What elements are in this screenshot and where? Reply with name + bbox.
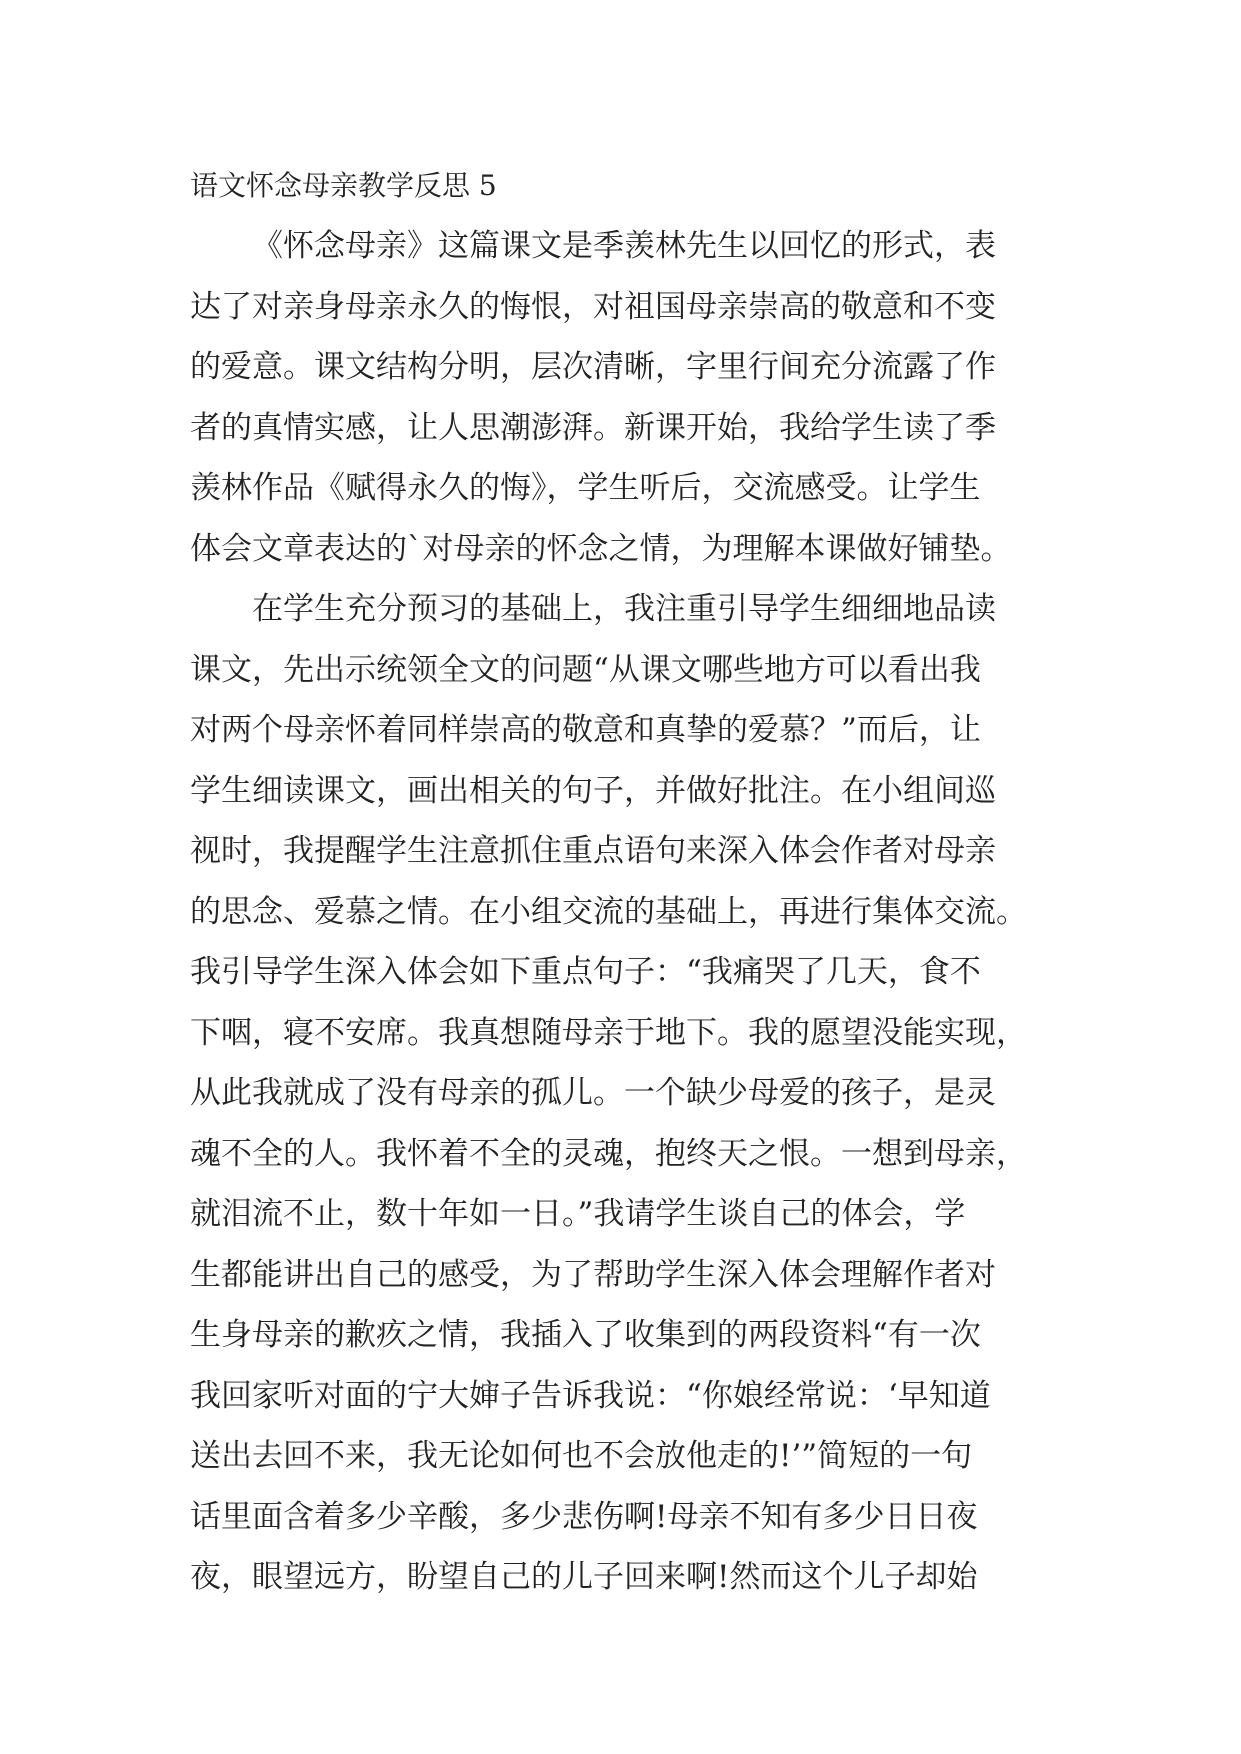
text-line: 学生细读课文，画出相关的句子，并做好批注。在小组间巡 xyxy=(190,772,996,809)
text-line: 者的真情实感，让人思潮澎湃。新课开始，我给学生读了季 xyxy=(190,409,996,446)
text-line: 视时，我提醒学生注意抓住重点语句来深入体会作者对母亲 xyxy=(190,833,996,869)
paragraph-2 xyxy=(190,579,1060,1608)
text-line: 夜，眼望远方，盼望自己的儿子回来啊!然而这个儿子却始 xyxy=(190,1559,978,1595)
text-line: 就泪流不止，数十年如一日。”我请学生谈自己的体会，学 xyxy=(190,1196,966,1232)
text-line: 生身母亲的歉疚之情，我插入了收集到的两段资料“有一次 xyxy=(190,1317,981,1353)
text-line: 下咽，寝不安席。我真想随母亲于地下。我的愿望没能实现， xyxy=(190,1014,1027,1051)
text-line: 魂不全的人。我怀着不全的灵魂，抱终天之恨。一想到母亲， xyxy=(190,1135,1027,1172)
text-line: 从此我就成了没有母亲的孤儿。一个缺少母爱的孩子，是灵 xyxy=(190,1075,996,1111)
text-line: 课文，先出示统领全文的问题“从课文哪些地方可以看出我 xyxy=(190,651,981,688)
text-line: 话里面含着多少辛酸，多少悲伤啊!母亲不知有多少日日夜 xyxy=(190,1498,978,1535)
paragraph-1 xyxy=(190,216,1060,579)
text-line: 《怀念母亲》这篇课文是季羡林先生以回忆的形式，表 xyxy=(252,228,996,264)
text-line: 的爱意。课文结构分明，层次清晰，字里行间充分流露了作 xyxy=(190,349,996,385)
text-line: 生都能讲出自己的感受，为了帮助学生深入体会理解作者对 xyxy=(190,1256,996,1293)
text-line: 对两个母亲怀着同样崇高的敬意和真挚的爱慕？”而后，让 xyxy=(190,712,981,748)
text-line: 我回家听对面的宁大婶子告诉我说：“你娘经常说：‘早知道 xyxy=(190,1377,991,1414)
text-line: 体会文章表达的`对母亲的怀念之情，为理解本课做好铺垫。 xyxy=(190,530,1012,567)
text-line: 在学生充分预习的基础上，我注重引导学生细细地品读 xyxy=(252,591,996,627)
document-title: 语文怀念母亲教学反思 5 xyxy=(190,169,497,202)
text-line: 羡林作品《赋得永久的悔》，学生听后，交流感受。让学生 xyxy=(190,470,981,506)
text-line: 送出去回不来，我无论如何也不会放他走的!’”简短的一句 xyxy=(190,1438,973,1474)
text-line: 我引导学生深入体会如下重点句子：“我痛哭了几天，食不 xyxy=(190,954,981,990)
text-line: 达了对亲身母亲永久的悔恨，对祖国母亲崇高的敬意和不变 xyxy=(190,288,996,325)
text-line: 的思念、爱慕之情。在小组交流的基础上，再进行集体交流。 xyxy=(190,893,1027,930)
